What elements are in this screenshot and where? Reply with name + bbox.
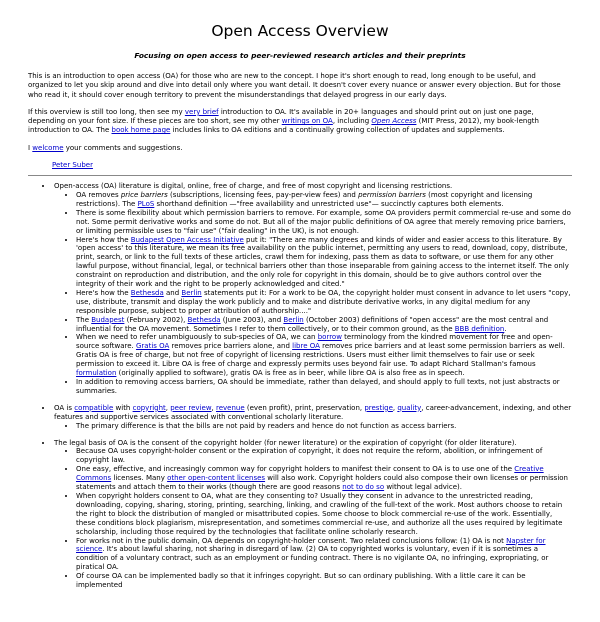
sub-list	[54, 447, 572, 590]
page	[0, 22, 600, 590]
text: includes links to OA editions and a continually growing collection of updates and supplements.	[170, 126, 505, 135]
text: For works not in the public domain, OA depends on copyright-holder consent. Two related conclusions follow: (1) OA is not	[76, 536, 507, 545]
compatible-link[interactable]: compatible	[74, 403, 114, 412]
formulation-link[interactable]: formulation	[76, 369, 117, 378]
text: (October 2003) definitions of "open access" are the most central and influential for the OA movement. Sometimes I refer to them collectively, or to their common ground, as the	[76, 315, 549, 333]
text: with	[113, 403, 133, 412]
open-access-book-link[interactable]	[371, 117, 416, 125]
text: put it: "There are many degrees and kinds of wider and easier access to this literature. By 'open access' to this literature, we mean its free availability on the public internet, permitting any users to read, download, copy, distribute, print, search, or link to the full texts of these articles, crawl them for indexing, pass them as data to software, or use them for any other lawful purpose, without financial, legal, or technical barriers other than those inseparable from gaining access to the internet itself. The only constraint on reproduction and distribution, and the only role for copyright in this domain, should be to give authors control over the integrity of their work and the right to be properly acknowledged and cited."	[76, 235, 569, 289]
budapest-link[interactable]: Budapest	[91, 315, 125, 324]
prestige-link[interactable]: prestige	[364, 403, 393, 412]
revenue-link[interactable]: revenue	[216, 403, 245, 412]
page-title: Open Access Overview	[211, 22, 389, 40]
plos-link[interactable]: PLoS	[137, 199, 155, 208]
text: (originally applied to software), gratis OA is free as in beer, while libre OA is also free as in speech.	[116, 369, 465, 378]
text: (February 2002),	[124, 315, 188, 324]
list-item: • Because OA uses copyright-holder consent or the expiration of copyright, it does not require the reform, abolition, or infringement of copyright law.	[76, 447, 572, 465]
open-content-licenses-link[interactable]: other open-content licenses	[167, 474, 266, 483]
gratis-oa-link[interactable]: Gratis OA	[135, 342, 170, 351]
list-item	[76, 316, 572, 334]
borrow-link[interactable]: borrow	[317, 333, 342, 342]
text: Open Access	[371, 117, 417, 126]
berlin-link[interactable]: Berlin	[283, 315, 304, 324]
list-item	[76, 537, 572, 573]
text: removes price barriers and at least some permission barriers as well. Gratis OA is free of charge, but not free of copyright of licensing restrictions. Users must either limit themselves to fair use or seek permission to exceed it. Libre OA is free of charge and expressly permits uses beyond fair use. To adapt Richard Stallman's famous	[76, 342, 565, 369]
divider	[28, 175, 572, 176]
text: will also work. Copyright holders could also compose their own licenses or permission statements and attach them to their works (though there are good reasons	[76, 474, 568, 492]
copyright-link[interactable]: copyright	[132, 403, 166, 412]
text: price barriers	[120, 190, 168, 199]
text: (even profit), print, preservation,	[244, 403, 365, 412]
text: , career-advancement, indexing, and other features and supportive services associated with conventional scholarly literature.	[54, 403, 572, 421]
list-item	[76, 333, 572, 378]
text: shorthand definition —"free availability and unrestricted use"— succinctly captures both elements.	[154, 199, 504, 208]
text: licenses. Many	[111, 474, 168, 483]
not-to-do-so-link[interactable]: not to do so	[342, 483, 385, 492]
intro-paragraph: This is an introduction to open access (OA) for those who are new to the concept. I hope it's short enough to read, long enough to be useful, and organized to let you skip around and dive into detail only where you want detail. It doesn't cover every nuance or answer every objection. But for those who read it, it should cover enough territory to prevent the misunderstandings that delayed progress in our early days.	[28, 72, 561, 99]
text: Open-access (OA) literature is digital, online, free of charge, and free of most copyright and licensing restrictions.	[54, 182, 453, 191]
peer-review-link[interactable]: peer review	[170, 403, 212, 412]
text: . It's about lawful sharing, not sharing in disregard of law. (2) OA to copyrighted works is voluntary, even if it is sometimes a condition of a voluntary contract, such as an employment or funding contract. There is no vigilante OA, no infringing, expropriating, or piratical OA.	[76, 545, 549, 572]
text: terminology from the kindred movement for free and open-source software.	[76, 333, 553, 351]
list-item	[76, 289, 572, 316]
author-link[interactable]: Peter Suber	[52, 161, 93, 170]
sub-list	[54, 191, 572, 396]
list-item	[76, 465, 572, 492]
list-item: • The primary difference is that the bills are not paid by readers and hence do not function as access barriers.	[76, 422, 572, 431]
text: If this overview is still too long, then see my	[28, 107, 185, 116]
welcome-paragraph	[28, 144, 572, 153]
text: permission barriers	[358, 190, 426, 199]
bethesda-link[interactable]: Bethesda	[130, 288, 164, 297]
intro-paragraph-links	[28, 108, 572, 136]
text: The	[76, 315, 92, 324]
writings-on-oa-link[interactable]: writings on OA	[281, 117, 333, 126]
list-item	[53, 404, 572, 431]
text: ,	[211, 403, 216, 412]
list-item: • In addition to removing access barriers, OA should be immediate, rather than delayed, and should apply to full texts, not just abstracts or summaries.	[76, 378, 572, 396]
text: your comments and suggestions.	[63, 143, 183, 152]
page-subtitle: Focusing on open access to peer-reviewed research articles and their preprints	[134, 51, 466, 60]
text: OA removes	[76, 190, 121, 199]
very-brief-link[interactable]: very brief	[184, 107, 219, 116]
napster-for-science-link[interactable]: Napster for science	[76, 536, 546, 554]
text: removes price barriers alone, and	[169, 342, 293, 351]
text: statements put it: For a work to be OA, the copyright holder must consent in advance to let users "copy, use, distribute, transmit and display the work publicly and to make and distribute derivative works, in any digital medium for any responsible purpose, subject to proper attribution of authorship...."	[76, 288, 571, 315]
main-list	[28, 182, 572, 590]
text: without legal advice).	[384, 483, 462, 492]
text: introduction to OA. It's available in 20+ languages and should print out on just one page, depending on your font size. If these pieces are too short, see my other	[28, 107, 534, 126]
text: (most copyright and licensing restrictions). The	[76, 190, 533, 208]
bethesda-link[interactable]: Bethesda	[187, 315, 221, 324]
text: One easy, effective, and increasingly common way for copyright holders to manifest their consent to OA is to use one of the	[76, 465, 515, 474]
text: Here's how the	[76, 235, 131, 244]
text: (MIT Press, 2012), my book-length introduction to OA. The	[28, 117, 539, 135]
budapest-initiative-link[interactable]: Budapest Open Access Initiative	[130, 235, 244, 244]
text: (June 2003), and	[220, 315, 284, 324]
text: I	[28, 143, 33, 152]
bbb-definition-link[interactable]: BBB definition	[454, 324, 505, 333]
list-item: • There is some flexibility about which permission barriers to remove. For example, some OA providers permit commercial re-use and some do not. Some permit derivative works and some do not. But all of the major public definitions of OA agree that merely removing price barriers, or limiting permissible uses to "fair use" ("fair dealing" in the UK), is not enough.	[76, 209, 572, 236]
list-item	[76, 236, 572, 289]
text: ,	[392, 403, 398, 412]
sub-list	[54, 422, 572, 431]
creative-commons-link[interactable]: Creative Commons	[76, 465, 544, 483]
text: and	[163, 288, 182, 297]
list-item	[76, 191, 572, 209]
list-item: • When copyright holders consent to OA, what are they consenting to? Usually they consent in advance to the unrestricted reading, downloading, copying, sharing, storing, printing, searching, linking, and crawling of the full-text of the work. Most authors choose to retain the right to block the distribution of mangled or misattributed copies. Some choose to block commercial re-use of the work. Essentially, these conditions block plagiarism, misrepresentation, and sometimes commercial re-use, and authorize all the uses required by legitimate scholarship, including those required by the technologies that facilitate online scholarly research.	[76, 492, 572, 537]
quality-link[interactable]: quality	[397, 403, 422, 412]
libre-oa-link[interactable]: libre OA	[292, 342, 320, 351]
author-signature	[52, 161, 572, 169]
text: (subscriptions, licensing fees, pay-per-view fees) and	[167, 190, 359, 199]
text: , including	[332, 117, 372, 126]
welcome-link[interactable]: welcome	[32, 143, 64, 152]
list-item	[53, 182, 572, 396]
list-item: • Of course OA can be implemented badly so that it infringes copyright. But so can ordinary publishing. With a little care it can be implemented	[76, 572, 572, 590]
berlin-link[interactable]: Berlin	[181, 288, 202, 297]
text: When we need to refer unambiguously to sub-species of OA, we can	[76, 333, 318, 342]
text: The legal basis of OA is the consent of the copyright holder (for newer literature) or the expiration of copyright (for older literature).	[54, 438, 517, 447]
text: Here's how the	[76, 288, 131, 297]
text: .	[504, 324, 507, 333]
text: ,	[165, 403, 171, 412]
book-home-page-link[interactable]: book home page	[111, 126, 171, 135]
list-item	[53, 439, 572, 590]
text: OA is	[54, 403, 75, 412]
